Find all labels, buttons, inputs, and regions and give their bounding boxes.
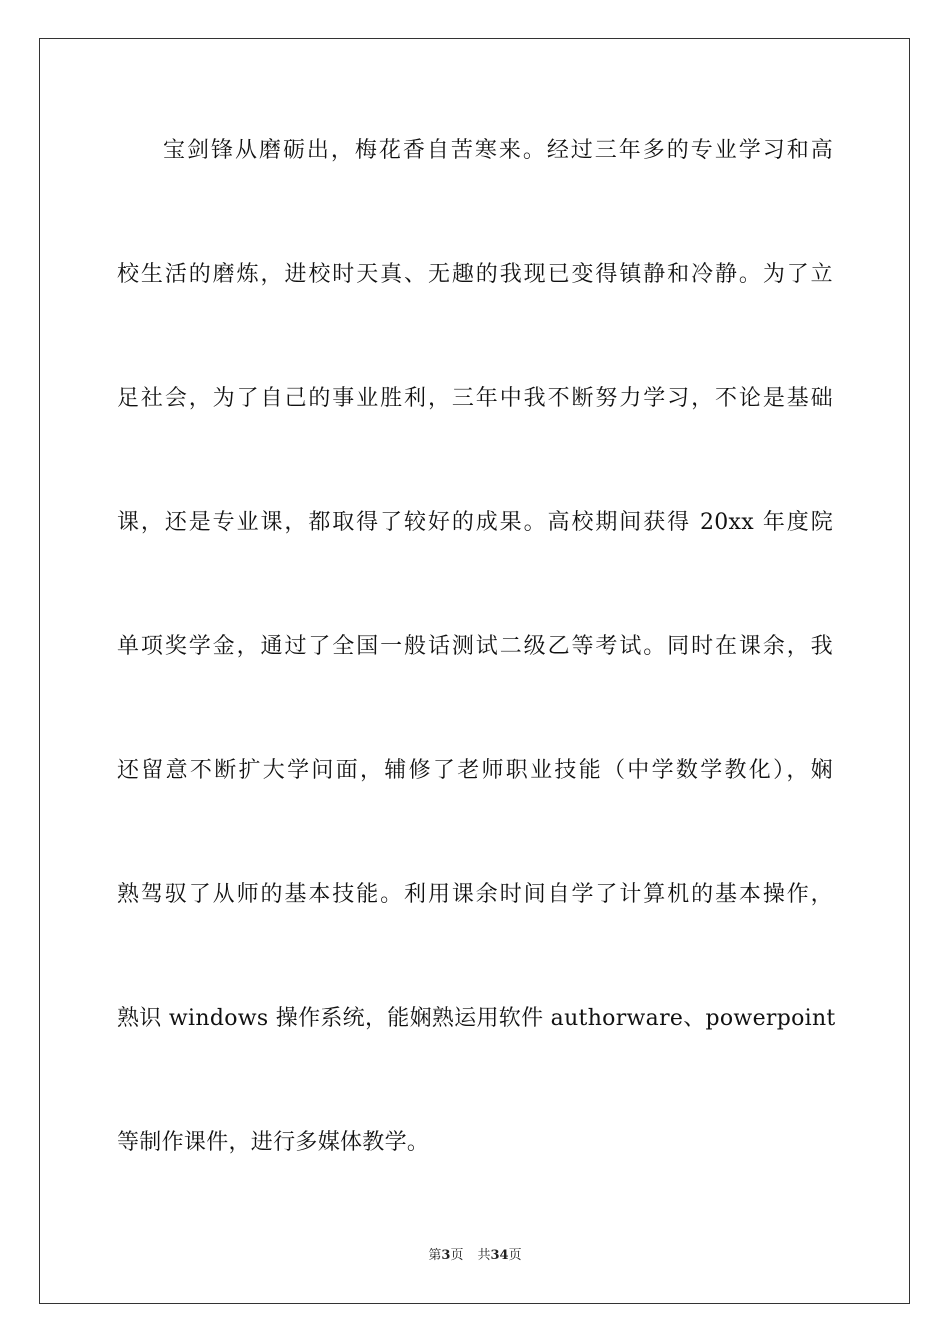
page-suffix: 页 — [450, 1248, 464, 1263]
paragraph-line-9: 等制作课件，进行多媒体教学。 — [117, 1130, 430, 1155]
paragraph-line-7: 熟驾驭了从师的基本技能。利用课余时间自学了计算机的基本操作， — [117, 882, 833, 907]
page-prefix: 第 — [428, 1248, 442, 1263]
paragraph-line-1: 宝剑锋从磨砺出，梅花香自苦寒来。经过三年多的专业学习和高 — [163, 138, 833, 163]
paragraph-line-5: 单项奖学金，通过了全国一般话测试二级乙等考试。同时在课余，我 — [117, 634, 833, 659]
paragraph-line-4: 课，还是专业课，都取得了较好的成果。高校期间获得 20xx 年度院 — [117, 510, 833, 535]
page-number: 3 — [441, 1248, 451, 1263]
paragraph-line-3: 足社会，为了自己的事业胜利，三年中我不断努力学习，不论是基础 — [117, 386, 833, 411]
total-suffix: 页 — [508, 1248, 522, 1263]
paragraph-line-8: 熟识 windows 操作系统，能娴熟运用软件 authorware、powerpoint — [117, 1006, 836, 1031]
total-pages: 34 — [490, 1248, 509, 1263]
paragraph-line-2: 校生活的磨炼，进校时天真、无趣的我现已变得镇静和冷静。为了立 — [117, 262, 833, 287]
page-border — [39, 38, 910, 1304]
page-footer — [0, 1247, 950, 1265]
total-prefix: 共 — [477, 1248, 491, 1263]
paragraph-line-6: 还留意不断扩大学问面，辅修了老师职业技能（中学数学教化），娴 — [117, 758, 833, 783]
